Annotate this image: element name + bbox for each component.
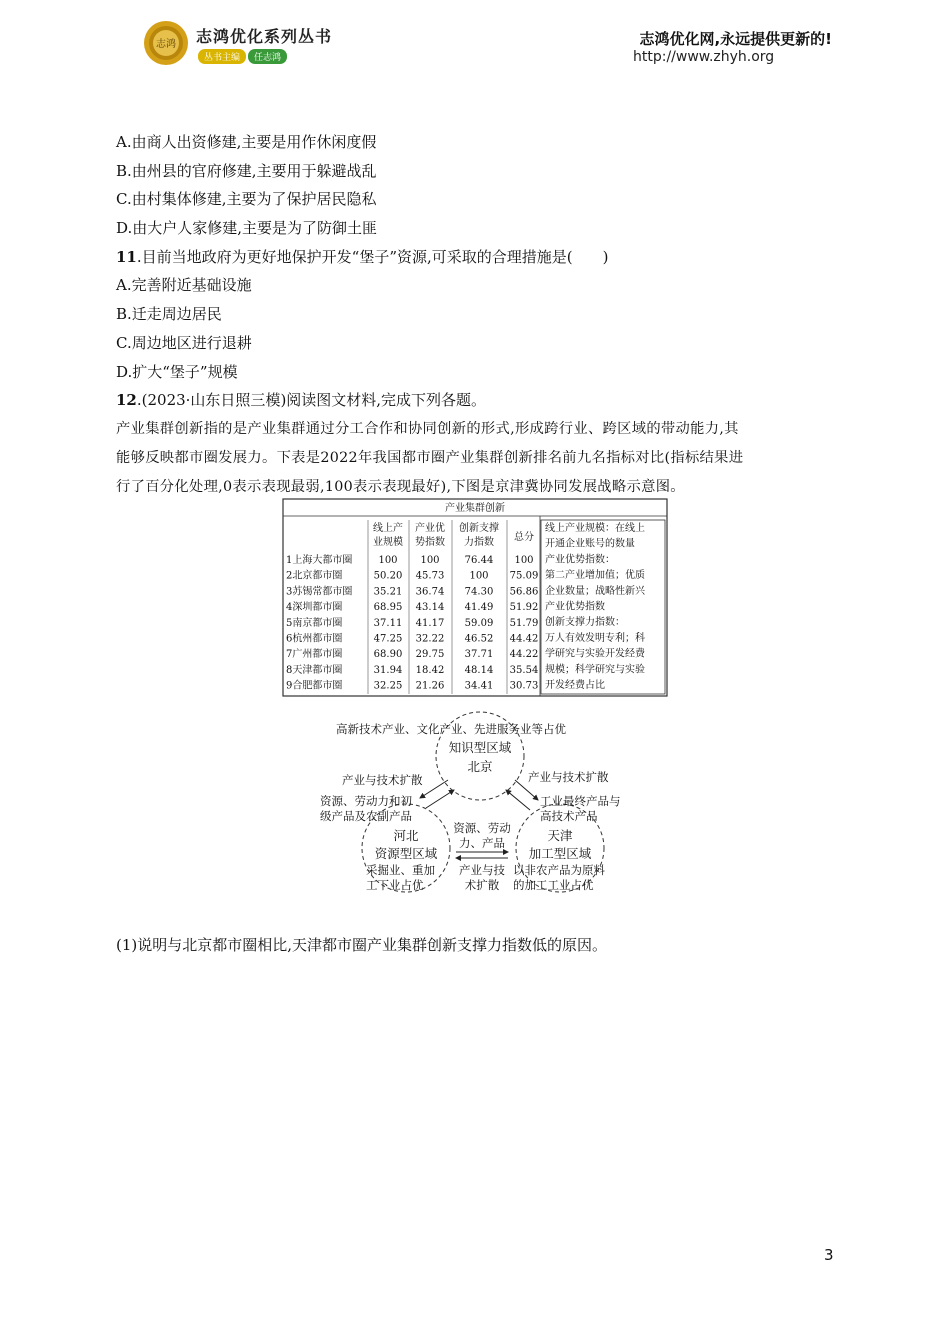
table-cell-advantage: 45.73 [415,570,445,582]
tianjin-to-beijing-label-1: 工业最终产品与 [540,794,621,808]
col-support-2: 力指数 [464,537,494,548]
table-cell-total: 100 [514,555,534,566]
beijing-to-hebei-arrow [420,780,448,798]
table-cell-total: 30.73 [509,680,539,692]
cluster-innovation-table [282,498,668,698]
table-note-line: 学研究与实验开发经费 [545,648,645,660]
editor-name: 任志鸿 [248,49,287,64]
mid-flow-label-1: 资源、劳动 [453,821,511,835]
brand-subtitle [198,49,287,64]
table-note-line: 开发经费占比 [545,680,605,691]
table-cell-support: 48.14 [464,664,494,676]
right-diffusion-label: 产业与技术扩散 [528,770,609,784]
table-note-line: 产业优势指数： [545,554,615,566]
q11-stem-text: .目前当地政府为更好地保护开发“堡子”资源,可采取的合理措施是( ) [136,247,609,266]
hebei-to-beijing-label-1: 资源、劳动力和初 [320,794,412,808]
hebei-type: 资源型区域 [374,846,438,861]
table-row-name: 9合肥都市圈 [286,680,343,692]
q12-sub-question-1: (1)说明与北京都市圈相比,天津都市圈产业集群创新支撑力指数低的原因。 [116,936,608,954]
q12-material-line-3: 行了百分化处理,0表示表现最弱,100表示表现最好),下图是京津冀协同发展战略示意图。 [116,478,685,495]
table-rows [286,553,538,692]
table-cell-support: 74.30 [464,586,494,598]
brand-title: 志鸿优化系列丛书 [196,27,333,46]
q10-option-a: A.由商人出资修建,主要是用作休闲度假 [116,133,377,151]
table-cell-total: 51.79 [509,617,539,629]
table-cell-online-scale: 37.11 [373,617,403,629]
table-cell-online-scale: 100 [378,555,398,566]
table-cell-support: 100 [469,570,489,582]
table-note-line: 规模；科学研究与实验 [545,664,645,676]
col-advantage-2: 势指数 [415,537,445,548]
table-row-name: 4深圳都市圈 [286,602,343,614]
table-row-name: 2北京都市圈 [286,570,343,582]
table-row-name: 5南京都市圈 [286,617,343,629]
table-cell-advantage: 21.26 [415,680,445,692]
table-note-line: 万人有效发明专利；科 [545,632,645,644]
table-cell-advantage: 100 [420,555,440,566]
col-support-1: 创新支撑 [459,523,499,534]
logo-text: 志鸿 [156,39,176,50]
q12-stem [116,386,836,415]
table-cell-support: 76.44 [464,555,494,566]
mid-flow-label-2: 力、产品 [459,836,505,850]
q12-material-line-1: 产业集群创新指的是产业集群通过分工合作和协同创新的形式,形成跨行业、跨区域的带动能力,其 [116,420,739,437]
editor-label: 丛书主编 [198,49,246,64]
table-row-name: 7广州都市圈 [286,649,343,661]
table-cell-online-scale: 31.94 [373,664,403,676]
q11-option-c: C.周边地区进行退耕 [116,333,252,352]
beijing-industry-label: 高新技术产业、文化产业、先进服务业等占优 [336,722,566,736]
q12-material-line-2: 能够反映都市圈发展力。下表是2022年我国都市圈产业集群创新排名前九名指标对比(指标结果进 [116,449,744,466]
tianjin-type: 加工型区域 [528,846,592,861]
q11-option-b: B.迁走周边居民 [116,305,222,324]
hebei-to-beijing-arrow [426,790,454,808]
q10-option-b: B.由州县的官府修建,主要用于躲避战乱 [116,161,377,180]
table-note-line: 产业优势指数 [545,601,605,613]
table-cell-advantage: 43.14 [415,602,445,614]
table-cell-support: 37.71 [464,649,494,661]
brand-logo-icon [143,20,189,66]
table-cell-support: 59.09 [464,617,494,629]
table-cell-total: 51.92 [509,602,539,614]
table-note-line: 线上产业规模：在线上 [545,523,645,534]
table-row-name: 6杭州都市圈 [286,633,343,645]
q12-number: 12 [116,391,137,410]
table-cell-total: 56.86 [509,586,539,598]
table-row-name: 8天津都市圈 [286,664,343,676]
table-cell-online-scale: 50.20 [373,570,403,582]
table-cell-total: 35.54 [509,664,539,676]
table-cell-online-scale: 47.25 [373,633,403,645]
col-advantage-1: 产业优 [415,523,445,534]
table-note-line: 开通企业账号的数量 [545,538,635,550]
table-cell-advantage: 41.17 [415,617,445,629]
table-cell-advantage: 29.75 [415,649,445,661]
table-row-name: 3苏锡常都市圈 [286,586,353,598]
mid-diffusion-label-1: 产业与技 [459,863,505,877]
q10-option-c: C.由村集体修建,主要为了保护居民隐私 [116,190,377,209]
beijing-type: 知识型区域 [448,740,512,755]
table-cell-total: 44.22 [509,649,539,661]
hebei-name: 河北 [393,828,419,843]
table-notes [545,521,646,691]
table-note-line: 第二产业增加值；优质 [545,570,645,582]
table-cell-support: 34.41 [464,680,494,692]
tianjin-industry-label-2: 的加工工业占优 [513,878,594,892]
q11-stem [116,243,836,272]
question-content [116,128,836,502]
slogan: 志鸿优化网,永远提供更新的! [639,30,832,48]
table-cell-total: 75.09 [509,570,539,582]
tianjin-to-beijing-arrow [506,790,530,810]
table-cell-total: 44.42 [509,633,539,645]
table-cell-support: 46.52 [464,633,494,645]
table-cell-advantage: 18.42 [415,664,445,676]
q12-stem-text: .(2023·山东日照三模)阅读图文材料,完成下列各题。 [136,391,487,410]
table-cell-online-scale: 68.90 [373,649,403,661]
beijing-name: 北京 [467,759,493,774]
tianjin-to-beijing-label-2: 高技术产品 [540,809,598,823]
table-title: 产业集群创新 [445,503,505,514]
jingjinji-strategy-diagram [310,700,650,900]
q11-number: 11 [116,247,137,266]
hebei-industry-label-1: 采掘业、重加 [366,863,435,877]
page-header [0,0,950,82]
table-cell-support: 41.49 [464,602,494,614]
q11-option-d: D.扩大“堡子”规模 [116,362,238,381]
table-cell-advantage: 36.74 [415,586,445,598]
mid-diffusion-label-2: 术扩散 [464,878,500,892]
site-url-link[interactable]: http://www.zhyh.org [633,49,775,65]
table-note-line: 创新支撑力指数： [545,617,625,629]
table-cell-advantage: 32.22 [415,633,445,645]
hebei-to-beijing-label-2: 级产品及农副产品 [320,809,412,823]
col-total: 总分 [514,532,534,543]
table-cell-online-scale: 32.25 [373,680,403,692]
table-note-line: 企业数量；战略性新兴 [545,585,645,597]
tianjin-industry-label-1: 以非农产品为原料 [513,863,605,877]
col-online-scale-2: 业规模 [373,537,403,548]
q10-option-d: D.由大户人家修建,主要是为了防御土匪 [116,219,378,238]
table-row-name: 1上海大都市圈 [286,555,353,566]
table-cell-online-scale: 35.21 [373,586,403,598]
table-cell-online-scale: 68.95 [373,602,403,614]
left-diffusion-label: 产业与技术扩散 [342,773,423,787]
col-online-scale-1: 线上产 [373,523,403,534]
page-number: 3 [824,1246,834,1264]
hebei-industry-label-2: 工下业占优 [366,878,424,892]
tianjin-name: 天津 [547,828,573,843]
q11-option-a: A.完善附近基础设施 [116,276,252,295]
